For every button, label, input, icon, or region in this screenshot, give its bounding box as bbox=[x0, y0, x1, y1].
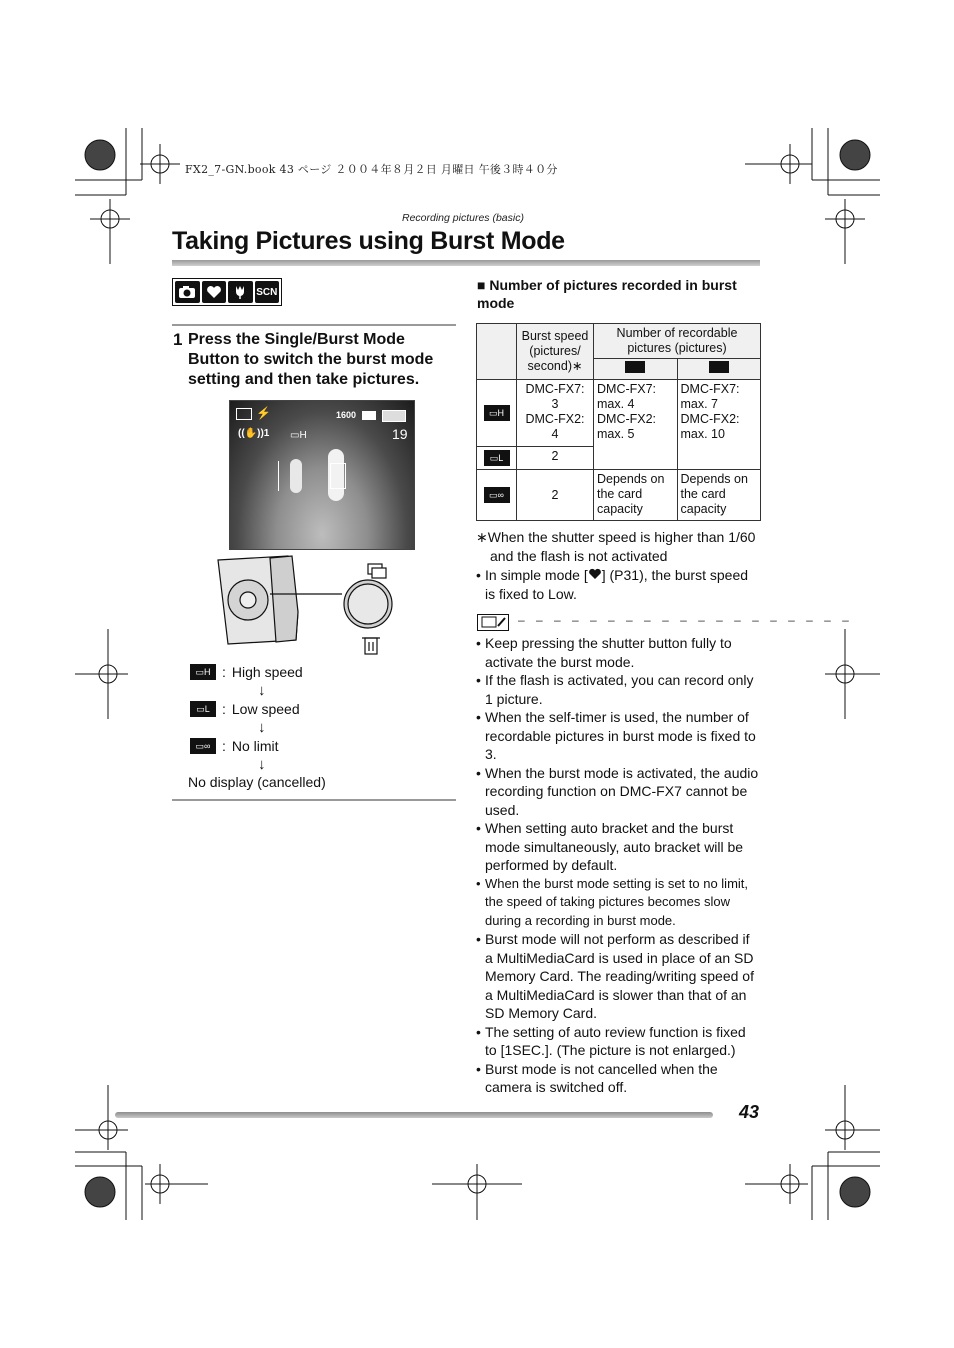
camera-icon bbox=[175, 281, 200, 303]
lcd-preview-image bbox=[229, 400, 415, 550]
legend-label: No limit bbox=[231, 738, 279, 754]
col-header-standard bbox=[677, 359, 761, 380]
legend-high-speed: ▭ H : High speed bbox=[190, 664, 303, 680]
page-number: 43 bbox=[739, 1102, 760, 1122]
print-header: FX2_7-GN.book 43 ページ ２００４年８月２日 月曜日 午後３時４０分 bbox=[185, 163, 558, 176]
legend-label: Low speed bbox=[231, 701, 300, 717]
quality-icon bbox=[362, 411, 376, 420]
square-bullet-icon: ■ bbox=[477, 277, 486, 293]
quality-fine-icon bbox=[625, 361, 645, 373]
cell-speed-unlimited: 2 bbox=[517, 470, 594, 521]
row-label-cell bbox=[477, 470, 517, 521]
simple-mode-note: • In simple mode [ ] (P31), the burst speed is fixed to Low. bbox=[476, 567, 749, 602]
burst-low-icon: ▭ L bbox=[190, 701, 216, 717]
resolution-readout: 1600 bbox=[336, 410, 357, 420]
list-item: • When the self-timer is used, the number of recordable pictures in burst mode is fixed to 3. bbox=[476, 709, 756, 762]
tulip-icon bbox=[228, 281, 253, 303]
down-arrow: ↓ bbox=[258, 756, 266, 773]
table-heading: ■ Number of pictures recorded in burst mode bbox=[477, 277, 737, 311]
burst-low-icon: ▭ L bbox=[484, 450, 510, 466]
list-item: • Burst mode is not cancelled when the camera is switched off. bbox=[476, 1060, 718, 1095]
title-rule bbox=[172, 260, 760, 266]
camera-icon bbox=[236, 408, 252, 420]
burst-icon: ▭H bbox=[290, 430, 307, 441]
flash-off-icon: ⚡ bbox=[256, 406, 271, 420]
col-header-fine bbox=[594, 359, 678, 380]
legend-low-speed: ▭ L : Low speed bbox=[190, 701, 300, 717]
cell-standard-high: DMC-FX7: max. 7 DMC-FX2: max. 10 bbox=[677, 380, 761, 470]
child-figure bbox=[290, 459, 302, 493]
page-title: Taking Pictures using Burst Mode bbox=[172, 227, 565, 255]
camera-illustration bbox=[210, 552, 410, 662]
list-item: • When setting auto bracket and the burst mode simultaneously, auto bracket will be performed by default. bbox=[476, 820, 744, 873]
legend-no-limit: ▭ ∞ : No limit bbox=[190, 738, 279, 754]
burst-unlimited-icon: ▭ ∞ bbox=[190, 738, 216, 754]
stabilizer-icon: ((✋))1 bbox=[238, 428, 270, 439]
mode-icons bbox=[172, 278, 282, 306]
cell-fine-unlimited: Depends on the card capacity bbox=[594, 470, 678, 521]
burst-high-icon: ▭ H bbox=[190, 664, 216, 680]
step-instruction: Press the Single/Burst Mode Button to switch the burst mode setting and then take pictures. bbox=[188, 331, 434, 388]
col-header-number: Number of recordable pictures (pictures) bbox=[594, 324, 761, 359]
list-item: • If the flash is activated, you can record only 1 picture. bbox=[476, 672, 754, 707]
shots-remaining: 19 bbox=[392, 426, 408, 442]
burst-indicator: H bbox=[299, 430, 307, 441]
burst-unlimited-icon: ▭ ∞ bbox=[484, 487, 510, 503]
list-item: • Burst mode will not perform as described if a MultiMediaCard is used in place of an SD Memory Card. The reading/writing speed of a MultiMediaCard is slower than that of an SD Memory Card. bbox=[476, 931, 754, 1021]
row-label-cell bbox=[477, 380, 517, 470]
stabilizer-level: 1 bbox=[263, 428, 270, 439]
cell-speed-low: 2 bbox=[517, 447, 594, 470]
burst-high-icon: ▭ H bbox=[484, 405, 510, 421]
heart-icon bbox=[588, 568, 602, 580]
scn-icon: SCN bbox=[255, 281, 280, 303]
af-frame bbox=[330, 463, 346, 489]
legend-label: High speed bbox=[231, 664, 303, 680]
burst-table bbox=[476, 323, 761, 521]
no-display-label: No display (cancelled) bbox=[188, 774, 326, 790]
list-item: • When the burst mode is activated, the audio recording function on DMC-FX7 cannot be used. bbox=[476, 764, 759, 818]
battery-icon bbox=[382, 410, 406, 422]
section-rule bbox=[172, 799, 456, 801]
note-divider: – – – – – – – – – – – – – – – – – – – bbox=[518, 613, 853, 627]
cell-standard-unlimited: Depends on the card capacity bbox=[677, 470, 761, 521]
running-head: Recording pictures (basic) bbox=[402, 212, 524, 224]
notes-list bbox=[476, 634, 761, 1097]
cell-fine-high: DMC-FX7: max. 4 DMC-FX2: max. 5 bbox=[594, 380, 678, 470]
list-item: • Keep pressing the shutter button fully to activate the burst mode. bbox=[476, 635, 732, 670]
footnote: ∗When the shutter speed is higher than 1/60 and the flash is not activated bbox=[476, 529, 756, 564]
section-rule bbox=[172, 324, 456, 326]
table-corner bbox=[477, 324, 517, 380]
col-header-speed: Burst speed (pictures/ second)∗ bbox=[517, 324, 594, 380]
step-number: 1 bbox=[173, 330, 183, 349]
heart-icon bbox=[202, 281, 227, 303]
quality-standard-icon bbox=[709, 361, 729, 373]
down-arrow: ↓ bbox=[258, 719, 266, 736]
footer-rule bbox=[115, 1112, 713, 1118]
note-pencil-icon bbox=[477, 614, 509, 631]
down-arrow: ↓ bbox=[258, 682, 266, 699]
list-item: • The setting of auto review function is fixed to [1SEC.]. (The picture is not enlarged.) bbox=[476, 1023, 746, 1058]
list-item: • When the burst mode setting is set to no limit, the speed of taking pictures becomes slow during a recording in burst mode. bbox=[476, 875, 749, 928]
cell-speed-high: DMC-FX7: 3 DMC-FX2: 4 bbox=[517, 380, 594, 447]
